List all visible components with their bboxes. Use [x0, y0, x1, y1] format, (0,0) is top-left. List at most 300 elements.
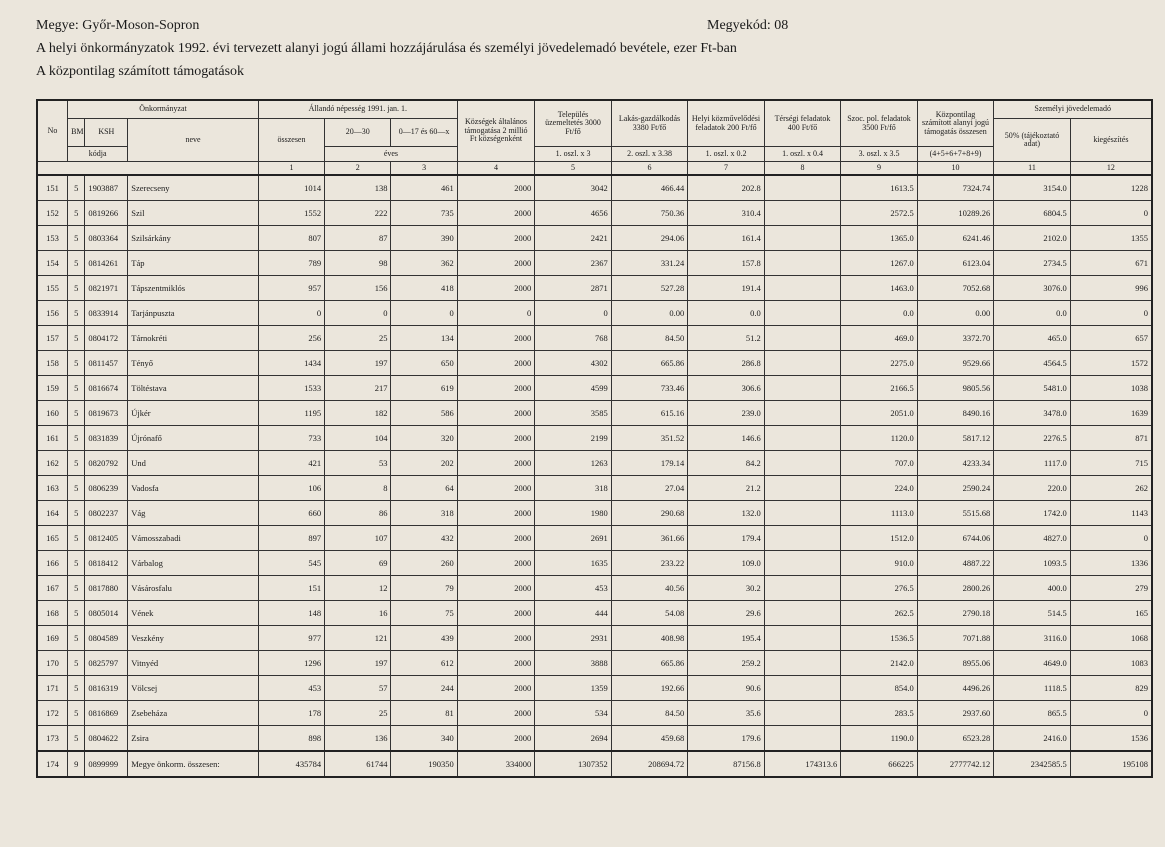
table-row: [37, 676, 1152, 701]
row-tersegi: [764, 726, 841, 752]
row-no: 154: [37, 251, 68, 276]
row-helyi: 51.2: [688, 326, 765, 351]
row-szja-50: 3116.0: [994, 626, 1071, 651]
row-population-0-17-60: 586: [391, 401, 457, 426]
municipal-support-table: [36, 99, 1153, 778]
col-telepules: Település üzemeltetés 3000 Ft/fő: [535, 100, 612, 147]
row-tersegi: [764, 476, 841, 501]
row-municipality-name: Szerecseny: [128, 175, 259, 201]
col-lakas-formula: 2. oszl. x 3.38: [611, 147, 688, 162]
row-lakas: 665.86: [611, 651, 688, 676]
row-population-total: 106: [258, 476, 324, 501]
row-szja-50: 400.0: [994, 576, 1071, 601]
row-telepules: 0: [535, 301, 612, 326]
row-helyi: 146.6: [688, 426, 765, 451]
row-szoc: 262.5: [841, 601, 918, 626]
row-telepules: 318: [535, 476, 612, 501]
row-no: 174: [37, 751, 68, 777]
row-population-total: 977: [258, 626, 324, 651]
row-population-0-17-60: 79: [391, 576, 457, 601]
row-ksh-code: 0806239: [85, 476, 128, 501]
row-helyi: 306.6: [688, 376, 765, 401]
row-kozpont-total: 2790.18: [917, 601, 994, 626]
row-population-total: 733: [258, 426, 324, 451]
county-title: Megye: Győr-Moson-Sopron: [36, 18, 200, 33]
row-kozsegek: 2000: [457, 726, 535, 752]
row-bm-code: 5: [68, 551, 85, 576]
row-bm-code: 5: [68, 726, 85, 752]
row-kiegeszites: 0: [1070, 701, 1152, 726]
col-number: 8: [764, 162, 841, 176]
row-bm-code: 5: [68, 351, 85, 376]
row-kozsegek: 2000: [457, 401, 535, 426]
row-helyi: 195.4: [688, 626, 765, 651]
row-helyi: 30.2: [688, 576, 765, 601]
col-number: 6: [611, 162, 688, 176]
row-kozsegek: 2000: [457, 376, 535, 401]
row-kiegeszites: 165: [1070, 601, 1152, 626]
row-szja-50: 514.5: [994, 601, 1071, 626]
row-kozsegek: 2000: [457, 251, 535, 276]
row-kiegeszites: 1639: [1070, 401, 1152, 426]
row-municipality-name: Vámosszabadi: [128, 526, 259, 551]
row-bm-code: 5: [68, 326, 85, 351]
row-tersegi: [764, 226, 841, 251]
county-code: Megyekód: 08: [707, 18, 789, 33]
row-tersegi: [764, 526, 841, 551]
row-population-20-30: 197: [325, 351, 391, 376]
row-population-total: 178: [258, 701, 324, 726]
row-kozpont-total: 2590.24: [917, 476, 994, 501]
row-helyi: 179.4: [688, 526, 765, 551]
row-kozpont-total: 6523.28: [917, 726, 994, 752]
row-kiegeszites: 829: [1070, 676, 1152, 701]
row-bm-code: 5: [68, 526, 85, 551]
row-szja-50: 4827.0: [994, 526, 1071, 551]
row-lakas: 208694.72: [611, 751, 688, 777]
row-population-20-30: 53: [325, 451, 391, 476]
row-helyi: 286.8: [688, 351, 765, 376]
table-row: [37, 651, 1152, 676]
row-szoc: 0.0: [841, 301, 918, 326]
row-telepules: 1980: [535, 501, 612, 526]
row-kozpont-total: 4233.34: [917, 451, 994, 476]
row-municipality-name: Újkér: [128, 401, 259, 426]
col-kozpont: Központilag számított alanyi jogú támogatás összesen: [917, 100, 994, 147]
row-population-0-17-60: 340: [391, 726, 457, 752]
row-population-0-17-60: 650: [391, 351, 457, 376]
row-lakas: 361.66: [611, 526, 688, 551]
row-szoc: 276.5: [841, 576, 918, 601]
row-bm-code: 5: [68, 626, 85, 651]
row-kiegeszites: 1536: [1070, 726, 1152, 752]
row-ksh-code: 0812405: [85, 526, 128, 551]
row-kiegeszites: 1572: [1070, 351, 1152, 376]
row-population-20-30: 86: [325, 501, 391, 526]
row-population-0-17-60: 461: [391, 175, 457, 201]
row-tersegi: [764, 251, 841, 276]
section-title: A központilag számított támogatások: [36, 64, 245, 79]
row-ksh-code: 0833914: [85, 301, 128, 326]
row-population-20-30: 87: [325, 226, 391, 251]
row-lakas: 233.22: [611, 551, 688, 576]
row-kozsegek: 334000: [457, 751, 535, 777]
row-population-total: 256: [258, 326, 324, 351]
row-population-20-30: 104: [325, 426, 391, 451]
row-kozsegek: 2000: [457, 501, 535, 526]
row-ksh-code: 0819266: [85, 201, 128, 226]
row-ksh-code: 0821971: [85, 276, 128, 301]
row-municipality-name: Megye önkorm. összesen:: [128, 751, 259, 777]
row-szoc: 2051.0: [841, 401, 918, 426]
row-population-0-17-60: 260: [391, 551, 457, 576]
row-municipality-name: Und: [128, 451, 259, 476]
row-szja-50: 4564.5: [994, 351, 1071, 376]
col-eves: éves: [325, 147, 458, 162]
row-population-20-30: 182: [325, 401, 391, 426]
row-szja-50: 1742.0: [994, 501, 1071, 526]
row-tersegi: 174313.6: [764, 751, 841, 777]
col-allando-nepesseg: Állandó népesség 1991. jan. 1.: [258, 100, 457, 119]
row-no: 169: [37, 626, 68, 651]
col-kozsegek: Községek általános támogatása 2 millió Ft községenként: [457, 100, 535, 162]
row-population-total: 1195: [258, 401, 324, 426]
col-number: 1: [258, 162, 324, 176]
row-kozpont-total: 7324.74: [917, 175, 994, 201]
row-kozsegek: 2000: [457, 676, 535, 701]
table-header: [37, 100, 1152, 175]
row-bm-code: 5: [68, 426, 85, 451]
row-no: 162: [37, 451, 68, 476]
row-population-total: 148: [258, 601, 324, 626]
col-szoc-formula: 3. oszl. x 3.5: [841, 147, 918, 162]
row-lakas: 54.08: [611, 601, 688, 626]
row-population-20-30: 25: [325, 701, 391, 726]
row-ksh-code: 0804172: [85, 326, 128, 351]
row-kozsegek: 2000: [457, 701, 535, 726]
row-szja-50: 865.5: [994, 701, 1071, 726]
table-row: [37, 526, 1152, 551]
row-population-20-30: 25: [325, 326, 391, 351]
row-helyi: 84.2: [688, 451, 765, 476]
row-szja-50: 2342585.5: [994, 751, 1071, 777]
col-tersegi: Térségi feladatok 400 Ft/fő: [764, 100, 841, 147]
row-helyi: 179.6: [688, 726, 765, 752]
row-kozsegek: 2000: [457, 551, 535, 576]
row-telepules: 1359: [535, 676, 612, 701]
row-population-20-30: 136: [325, 726, 391, 752]
row-szoc: 2572.5: [841, 201, 918, 226]
row-kozpont-total: 6123.04: [917, 251, 994, 276]
col-number: 4: [457, 162, 535, 176]
row-population-total: 545: [258, 551, 324, 576]
row-ksh-code: 0814261: [85, 251, 128, 276]
row-szoc: 1512.0: [841, 526, 918, 551]
table-row: [37, 551, 1152, 576]
col-helyi-formula: 1. oszl. x 0.2: [688, 147, 765, 162]
row-ksh-code: 0804622: [85, 726, 128, 752]
row-lakas: 733.46: [611, 376, 688, 401]
row-szja-50: 4649.0: [994, 651, 1071, 676]
row-helyi: 35.6: [688, 701, 765, 726]
row-kozpont-total: 2800.26: [917, 576, 994, 601]
row-tersegi: [764, 276, 841, 301]
row-municipality-name: Tápszentmiklós: [128, 276, 259, 301]
row-szja-50: 2734.5: [994, 251, 1071, 276]
row-telepules: 2931: [535, 626, 612, 651]
table-row: [37, 701, 1152, 726]
row-helyi: 239.0: [688, 401, 765, 426]
row-no: 165: [37, 526, 68, 551]
row-szoc: 283.5: [841, 701, 918, 726]
table-row: [37, 175, 1152, 201]
table-row: [37, 351, 1152, 376]
row-tersegi: [764, 401, 841, 426]
row-telepules: 1307352: [535, 751, 612, 777]
row-ksh-code: 0831839: [85, 426, 128, 451]
col-number: 11: [994, 162, 1071, 176]
row-kozpont-total: 2937.60: [917, 701, 994, 726]
row-bm-code: 5: [68, 501, 85, 526]
row-municipality-name: Veszkény: [128, 626, 259, 651]
col-kozpont-formula: (4+5+6+7+8+9): [917, 147, 994, 162]
row-bm-code: 5: [68, 401, 85, 426]
row-tersegi: [764, 651, 841, 676]
row-helyi: 310.4: [688, 201, 765, 226]
row-population-0-17-60: 432: [391, 526, 457, 551]
row-population-total: 151: [258, 576, 324, 601]
row-municipality-name: Vág: [128, 501, 259, 526]
row-kiegeszites: 0: [1070, 301, 1152, 326]
row-municipality-name: Vitnyéd: [128, 651, 259, 676]
row-szoc: 666225: [841, 751, 918, 777]
row-tersegi: [764, 175, 841, 201]
table-row: [37, 251, 1152, 276]
row-no: 152: [37, 201, 68, 226]
row-bm-code: 9: [68, 751, 85, 777]
table-row: [37, 451, 1152, 476]
row-helyi: 202.8: [688, 175, 765, 201]
row-tersegi: [764, 601, 841, 626]
row-population-0-17-60: 75: [391, 601, 457, 626]
col-szoc: Szoc. pol. feladatok 3500 Ft/fő: [841, 100, 918, 147]
row-szja-50: 6804.5: [994, 201, 1071, 226]
col-osszesen: összesen: [258, 119, 324, 162]
row-szja-50: 465.0: [994, 326, 1071, 351]
row-population-0-17-60: 202: [391, 451, 457, 476]
row-municipality-name: Vének: [128, 601, 259, 626]
row-tersegi: [764, 626, 841, 651]
col-number: 9: [841, 162, 918, 176]
row-telepules: 3042: [535, 175, 612, 201]
row-kozpont-total: 7052.68: [917, 276, 994, 301]
row-bm-code: 5: [68, 601, 85, 626]
col-number: 5: [535, 162, 612, 176]
col-number: 7: [688, 162, 765, 176]
row-ksh-code: 0803364: [85, 226, 128, 251]
col-no: No: [37, 100, 68, 162]
row-population-0-17-60: 81: [391, 701, 457, 726]
row-telepules: 4656: [535, 201, 612, 226]
row-telepules: 453: [535, 576, 612, 601]
row-population-0-17-60: 390: [391, 226, 457, 251]
row-population-total: 807: [258, 226, 324, 251]
row-kozsegek: 2000: [457, 476, 535, 501]
row-ksh-code: 0818412: [85, 551, 128, 576]
row-szoc: 910.0: [841, 551, 918, 576]
table-row: [37, 226, 1152, 251]
row-kiegeszites: 1228: [1070, 175, 1152, 201]
row-kozpont-total: 4887.22: [917, 551, 994, 576]
table-row: [37, 501, 1152, 526]
row-tersegi: [764, 576, 841, 601]
row-kiegeszites: 195108: [1070, 751, 1152, 777]
col-0-17: 0—17 és 60—x: [391, 119, 457, 147]
row-helyi: 157.8: [688, 251, 765, 276]
row-kozsegek: 2000: [457, 426, 535, 451]
row-no: 153: [37, 226, 68, 251]
row-kozpont-total: 0.00: [917, 301, 994, 326]
row-bm-code: 5: [68, 701, 85, 726]
row-kozsegek: 2000: [457, 526, 535, 551]
row-szja-50: 3154.0: [994, 175, 1071, 201]
row-helyi: 109.0: [688, 551, 765, 576]
row-ksh-code: 0819673: [85, 401, 128, 426]
row-no: 170: [37, 651, 68, 676]
table-row: [37, 201, 1152, 226]
row-kozpont-total: 2777742.12: [917, 751, 994, 777]
row-kozpont-total: 9529.66: [917, 351, 994, 376]
row-population-20-30: 222: [325, 201, 391, 226]
col-szja: Személyi jövedelemadó: [994, 100, 1152, 119]
row-telepules: 2871: [535, 276, 612, 301]
row-bm-code: 5: [68, 576, 85, 601]
row-tersegi: [764, 326, 841, 351]
table-row: [37, 301, 1152, 326]
row-szoc: 854.0: [841, 676, 918, 701]
col-ksh: KSH: [85, 119, 128, 147]
row-population-total: 453: [258, 676, 324, 701]
row-population-total: 957: [258, 276, 324, 301]
table-body: [37, 175, 1152, 777]
row-population-0-17-60: 134: [391, 326, 457, 351]
row-szja-50: 2102.0: [994, 226, 1071, 251]
row-lakas: 750.36: [611, 201, 688, 226]
row-ksh-code: 0804589: [85, 626, 128, 651]
row-szja-50: 2276.5: [994, 426, 1071, 451]
row-telepules: 2421: [535, 226, 612, 251]
row-kiegeszites: 0: [1070, 526, 1152, 551]
row-no: 160: [37, 401, 68, 426]
row-kozpont-total: 5515.68: [917, 501, 994, 526]
row-kiegeszites: 262: [1070, 476, 1152, 501]
row-helyi: 87156.8: [688, 751, 765, 777]
row-population-20-30: 197: [325, 651, 391, 676]
row-no: 168: [37, 601, 68, 626]
row-no: 171: [37, 676, 68, 701]
row-helyi: 0.0: [688, 301, 765, 326]
row-population-0-17-60: 619: [391, 376, 457, 401]
row-population-20-30: 138: [325, 175, 391, 201]
row-municipality-name: Táp: [128, 251, 259, 276]
row-lakas: 459.68: [611, 726, 688, 752]
row-bm-code: 5: [68, 476, 85, 501]
row-szoc: 224.0: [841, 476, 918, 501]
row-population-total: 1014: [258, 175, 324, 201]
row-population-20-30: 217: [325, 376, 391, 401]
row-kozpont-total: 10289.26: [917, 201, 994, 226]
row-kiegeszites: 279: [1070, 576, 1152, 601]
row-no: 172: [37, 701, 68, 726]
row-population-0-17-60: 64: [391, 476, 457, 501]
row-helyi: 21.2: [688, 476, 765, 501]
row-telepules: 3585: [535, 401, 612, 426]
row-bm-code: 5: [68, 451, 85, 476]
row-tersegi: [764, 451, 841, 476]
row-municipality-name: Tárnokréti: [128, 326, 259, 351]
row-kozsegek: 2000: [457, 651, 535, 676]
row-population-total: 789: [258, 251, 324, 276]
row-kozpont-total: 8490.16: [917, 401, 994, 426]
row-tersegi: [764, 376, 841, 401]
row-telepules: 2199: [535, 426, 612, 451]
row-population-total: 1296: [258, 651, 324, 676]
row-kozpont-total: 8955.06: [917, 651, 994, 676]
row-szja-50: 5481.0: [994, 376, 1071, 401]
row-lakas: 27.04: [611, 476, 688, 501]
row-population-total: 435784: [258, 751, 324, 777]
table-row: [37, 626, 1152, 651]
table-row: [37, 476, 1152, 501]
row-population-total: 0: [258, 301, 324, 326]
col-kodja: kódja: [68, 147, 128, 162]
row-lakas: 665.86: [611, 351, 688, 376]
row-municipality-name: Töltéstava: [128, 376, 259, 401]
row-szja-50: 1093.5: [994, 551, 1071, 576]
row-szoc: 1113.0: [841, 501, 918, 526]
row-telepules: 3888: [535, 651, 612, 676]
col-bm: BM: [68, 119, 85, 147]
row-kiegeszites: 1336: [1070, 551, 1152, 576]
row-kiegeszites: 996: [1070, 276, 1152, 301]
col-number: 10: [917, 162, 994, 176]
row-population-20-30: 57: [325, 676, 391, 701]
row-szoc: 469.0: [841, 326, 918, 351]
row-ksh-code: 0816319: [85, 676, 128, 701]
row-lakas: 84.50: [611, 701, 688, 726]
row-telepules: 2691: [535, 526, 612, 551]
row-szoc: 2142.0: [841, 651, 918, 676]
row-municipality-name: Zsira: [128, 726, 259, 752]
row-no: 157: [37, 326, 68, 351]
row-szoc: 1536.5: [841, 626, 918, 651]
row-kozsegek: 2000: [457, 601, 535, 626]
row-telepules: 534: [535, 701, 612, 726]
row-tersegi: [764, 351, 841, 376]
row-population-total: 660: [258, 501, 324, 526]
row-bm-code: 5: [68, 201, 85, 226]
row-szoc: 1120.0: [841, 426, 918, 451]
row-population-0-17-60: 320: [391, 426, 457, 451]
row-kozpont-total: 6744.06: [917, 526, 994, 551]
row-no: 151: [37, 175, 68, 201]
row-municipality-name: Szilsárkány: [128, 226, 259, 251]
row-population-total: 897: [258, 526, 324, 551]
row-kozpont-total: 5817.12: [917, 426, 994, 451]
row-szoc: 707.0: [841, 451, 918, 476]
row-helyi: 161.4: [688, 226, 765, 251]
row-kiegeszites: 657: [1070, 326, 1152, 351]
